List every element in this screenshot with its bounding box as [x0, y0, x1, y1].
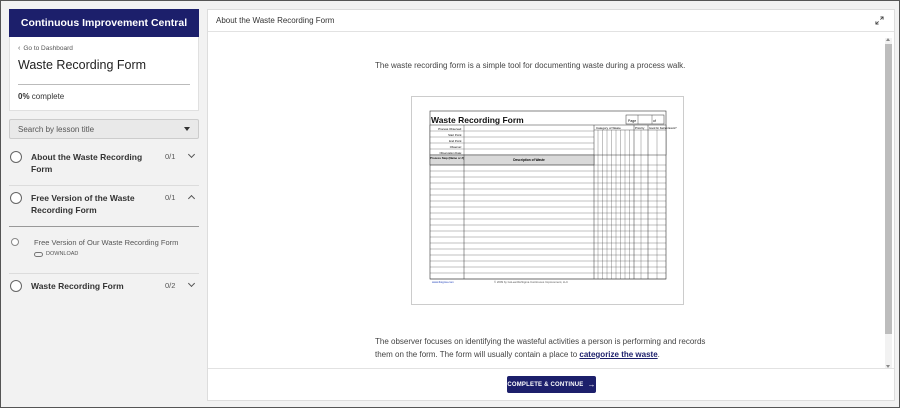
lesson-panel: [207, 9, 895, 401]
form-title: Waste Recording Form: [431, 115, 524, 125]
lesson-status-icon: [10, 280, 22, 292]
lesson-count: 0/2: [165, 281, 176, 290]
form-category-header: Category of Waste: [596, 126, 621, 130]
form-of-label: of: [653, 119, 656, 123]
para-end: .: [657, 350, 660, 359]
svg-text:Process Observed:: Process Observed:: [438, 127, 462, 131]
lesson-title: About the Waste Recording Form: [31, 152, 143, 174]
form-page-label: Page: [628, 119, 637, 123]
form-drawing: [412, 97, 685, 306]
lesson-title: Free Version of the Waste Recording Form: [31, 193, 135, 215]
download-tag[interactable]: [34, 251, 78, 257]
form-col-step: Process Step (Name or #): [430, 156, 464, 160]
lesson-footer: [208, 368, 894, 400]
svg-text:Start Point:: Start Point:: [448, 133, 462, 137]
svg-text:Observation Date:: Observation Date:: [439, 151, 462, 155]
form-col-description: Description of Waste: [513, 158, 545, 162]
para-text: The observer focuses on identifying the wasteful activities a person is performing and records them on the form. The form will usually contain a place to: [375, 337, 706, 359]
progress-suffix: complete: [29, 92, 65, 101]
cloud-download-icon: [34, 252, 43, 257]
intro-paragraph: The waste recording form is a simple tool for documenting waste during a process walk.: [375, 61, 686, 70]
progress-percent: 0%: [18, 92, 30, 101]
sublesson-item[interactable]: [9, 227, 199, 273]
download-label: DOWNLOAD: [46, 251, 79, 257]
chevron-down-icon[interactable]: [188, 280, 195, 287]
complete-button-label: COMPLETE & CONTINUE: [507, 381, 584, 388]
form-footer-link: www.6sigma.com: [432, 280, 454, 284]
lesson-header-title: About the Waste Recording Form: [216, 16, 335, 25]
lesson-header: [208, 10, 894, 32]
search-placeholder: Search by lesson title: [18, 124, 95, 134]
lesson-search-select[interactable]: [9, 119, 199, 139]
waste-recording-form-image: [411, 96, 684, 305]
course-title: Waste Recording Form: [18, 58, 147, 72]
scroll-up-icon[interactable]: [886, 38, 890, 41]
form-footer-copyright: © 2009 by GoLeanSixSigma Continuous Improvement, LLC: [494, 280, 569, 284]
lesson-count: 0/1: [165, 193, 176, 202]
categorize-waste-link[interactable]: categorize the waste: [579, 350, 658, 359]
brand-title[interactable]: Continuous Improvement Central: [9, 9, 199, 37]
progress-text: [18, 92, 64, 101]
lesson-item-waste-form[interactable]: [9, 273, 199, 314]
back-link-label: Go to Dashboard: [23, 45, 73, 52]
chevron-left-icon: ‹: [18, 45, 21, 52]
arrow-right-icon: →: [587, 380, 596, 389]
scroll-thumb[interactable]: [885, 44, 892, 334]
sidebar: [9, 9, 199, 401]
chevron-down-icon[interactable]: [188, 151, 195, 158]
svg-text:End Point:: End Point:: [449, 139, 462, 143]
lesson-status-icon: [10, 151, 22, 163]
lesson-content: [208, 33, 884, 370]
lesson-status-icon: [10, 192, 22, 204]
progress-bar: [18, 84, 190, 85]
chevron-up-icon[interactable]: [188, 195, 195, 202]
form-kaizen-header: Good for Kaizen Event?: [649, 127, 677, 130]
lesson-list: [9, 145, 199, 314]
caret-down-icon: [184, 127, 190, 131]
vertical-scrollbar[interactable]: [885, 38, 892, 368]
expand-icon[interactable]: [875, 16, 884, 25]
lesson-title: Waste Recording Form: [31, 281, 124, 291]
description-paragraph: [375, 335, 725, 361]
course-card: [9, 37, 199, 111]
lesson-count: 0/1: [165, 152, 176, 161]
sublesson-status-icon: [11, 238, 19, 246]
form-priority-header: Priority: [635, 126, 645, 130]
sublesson-title: Free Version of Our Waste Recording Form: [34, 238, 179, 247]
lesson-item-about[interactable]: [9, 145, 199, 186]
back-to-dashboard-link[interactable]: [18, 45, 190, 52]
svg-text:Observer:: Observer:: [449, 145, 462, 149]
complete-continue-button[interactable]: [507, 376, 596, 393]
lesson-item-free-version[interactable]: [9, 186, 199, 227]
